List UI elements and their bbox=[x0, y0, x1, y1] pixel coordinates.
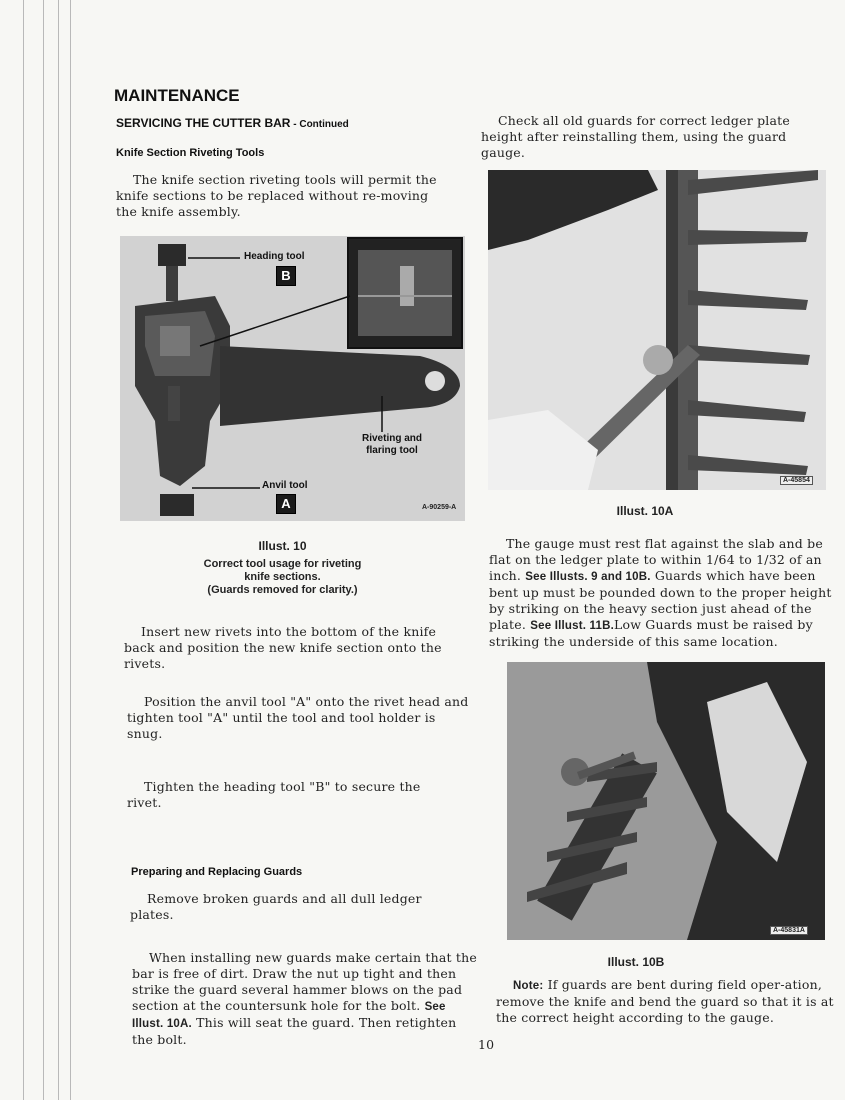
page-subtitle bbox=[116, 116, 349, 130]
para-remove-guards: Remove broken guards and all dull ledger plates. bbox=[130, 891, 422, 922]
letter-b-badge: B bbox=[276, 266, 296, 286]
binder-line bbox=[43, 0, 44, 1100]
text-run: This will seat the guard. Then retighten the bolt. bbox=[132, 1015, 457, 1047]
label-riveting-tool: Riveting and flaring tool bbox=[361, 433, 422, 456]
hammer-guard-illustration bbox=[507, 662, 825, 940]
caption-title: Illust. 10 bbox=[258, 539, 307, 553]
illust-10a-caption: Illust. 10A bbox=[616, 504, 674, 518]
guard-gauge-illustration bbox=[488, 170, 826, 490]
text-run: When installing new guards make certain that the bar is free of dirt. Draw the nut up tight and then strike the guard several hammer blows on the pad section at the countersunk hole for the bolt. bbox=[132, 950, 477, 1013]
caption-line: knife sections. bbox=[244, 571, 321, 583]
text-run: Low Guards must be raised by striking the underside of this same location. bbox=[489, 617, 813, 649]
text-run: The gauge must rest flat against the slab and be flat on the ledger plate to within 1/64 to 1/32 of an inch. bbox=[489, 536, 823, 583]
illust-10b-ref: A-45831A bbox=[770, 926, 808, 935]
note-paragraph bbox=[496, 977, 836, 1026]
para-tighten-heading: Tighten the heading tool "B" to secure the rivet. bbox=[127, 779, 421, 810]
caption-line: Correct tool usage for riveting bbox=[203, 558, 362, 570]
illust-10-ref: A-90259-A bbox=[422, 504, 457, 511]
illust-reference: See Illust. 10A. bbox=[132, 1001, 446, 1030]
binder-line bbox=[70, 0, 71, 1100]
note-text: If guards are bent during field oper-ation, remove the knife and bend the guard so that it is at the correct height according to the gauge. bbox=[496, 977, 834, 1025]
binder-line bbox=[58, 0, 59, 1100]
illust-10b-photo bbox=[507, 662, 825, 940]
illust-reference: See Illusts. 9 and 10B. bbox=[525, 571, 651, 583]
subtitle-suffix: - Continued bbox=[290, 119, 349, 130]
illust-10a-ref: A-45854 bbox=[780, 476, 813, 485]
illust-10-caption bbox=[170, 540, 395, 597]
para-install-guards bbox=[132, 950, 477, 1048]
note-label: Note: bbox=[513, 980, 544, 992]
binder-line bbox=[23, 0, 24, 1100]
para-gauge bbox=[489, 536, 837, 650]
illust-reference: See Illust. 11B. bbox=[530, 620, 614, 632]
page-number: 10 bbox=[478, 1037, 495, 1052]
para-position-anvil: Position the anvil tool "A" onto the rivet head and tighten tool "A" until the tool and tool holder is snug. bbox=[127, 694, 469, 741]
section-title: MAINTENANCE bbox=[114, 86, 240, 105]
letter-a-badge: A bbox=[276, 494, 296, 514]
text-run: Guards which have been bent up must be pounded down to the proper height by striking on the heavy section just ahead of the plate. bbox=[489, 568, 832, 632]
para-check-guards: Check all old guards for correct ledger plate height after reinstalling them, using the guard gauge. bbox=[481, 113, 790, 160]
heading-guards: Preparing and Replacing Guards bbox=[131, 866, 303, 878]
para-insert-rivets: Insert new rivets into the bottom of the knife back and position the new knife section onto the rivets. bbox=[124, 624, 442, 671]
subtitle-main: SERVICING THE CUTTER BAR bbox=[116, 116, 291, 130]
illust-10a-photo bbox=[488, 170, 826, 490]
label-anvil-tool: Anvil tool bbox=[262, 480, 308, 491]
label-heading-tool: Heading tool bbox=[244, 251, 305, 262]
caption-line: (Guards removed for clarity.) bbox=[207, 584, 358, 596]
para-intro: The knife section riveting tools will permit the knife sections to be replaced without re-moving the knife assembly. bbox=[116, 172, 437, 219]
heading-riveting-tools: Knife Section Riveting Tools bbox=[116, 147, 265, 159]
illust-10b-caption: Illust. 10B bbox=[607, 955, 665, 969]
